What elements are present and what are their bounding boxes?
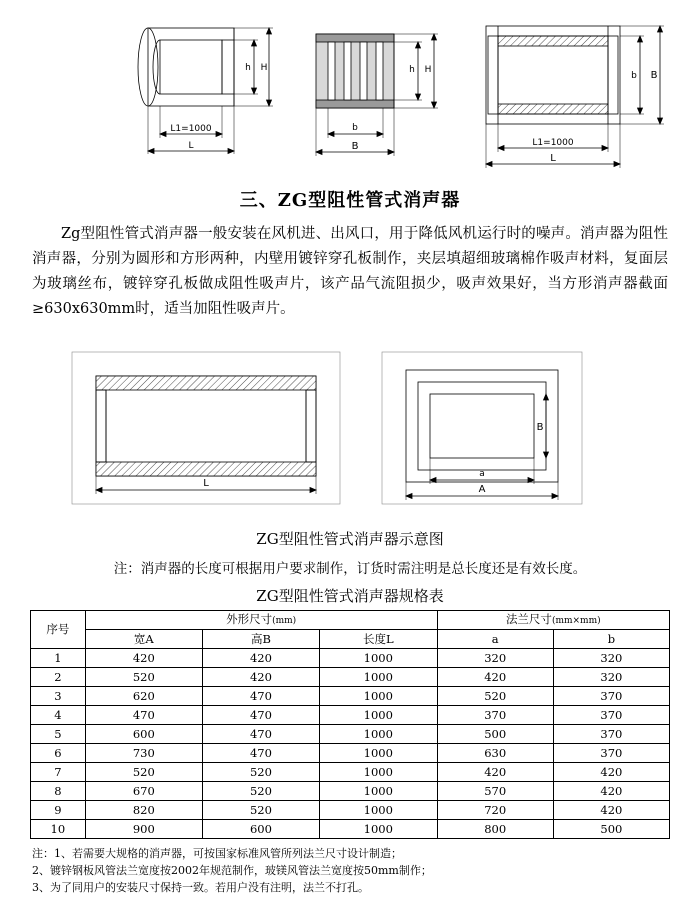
subheader-length-l: 长度L: [320, 629, 438, 648]
table-cell: 320: [553, 648, 669, 667]
table-cell: 820: [85, 800, 202, 819]
footnote-3: 3、为了同用户的安装尺寸保持一致。若用户没有注明，法兰不打孔。: [32, 880, 369, 894]
section-paragraph: Zg型阻性管式消声器一般安装在风机进、出风口，用于降低风机运行时的噪声。消声器为阻性消声器，分别为圆形和方形两种，内壁用镀锌穿孔板制作，夹层填超细玻璃棉作吸声材料，复面层为玻璃丝布，镀锌穿孔板做成阻性吸声片，该产品气流阻损少，吸声效果好，当方形消声器截面≥630x630mm时，适当加阻性吸声片。: [32, 226, 668, 317]
header-outer-label: 外形尺寸: [226, 611, 273, 626]
label-inner-a: a: [479, 468, 485, 479]
table-row: [31, 819, 670, 838]
label-dim-l1-fig3: L1=1000: [532, 138, 574, 148]
subheader-flange-a: a: [437, 629, 553, 648]
subheader-height-b: 高B: [202, 629, 319, 648]
subheader-width-a: 宽A: [85, 629, 202, 648]
figure-caption: ZG型阻性管式消声器示意图: [256, 529, 444, 548]
table-cell: 1000: [320, 800, 438, 819]
table-cell: 670: [85, 781, 202, 800]
label-dim-H-fig2: H: [424, 65, 432, 75]
table-cell: 600: [202, 819, 319, 838]
table-cell: 10: [31, 819, 86, 838]
table-cell: 520: [85, 762, 202, 781]
table-cell: 520: [202, 781, 319, 800]
table-cell: 1000: [320, 686, 438, 705]
subheader-flange-b: b: [553, 629, 669, 648]
table-cell: 470: [202, 724, 319, 743]
section-title: 三、ZG型阻性管式消声器: [239, 190, 461, 211]
footnotes: [28, 845, 672, 896]
table-cell: 3: [31, 686, 86, 705]
figure-round-silencer: [118, 6, 288, 178]
table-cell: 370: [553, 686, 669, 705]
table-row: [31, 762, 670, 781]
table-cell: 630: [437, 743, 553, 762]
label-length-l: L: [203, 477, 209, 489]
table-cell: 500: [437, 724, 553, 743]
table-cell: 370: [553, 724, 669, 743]
table-cell: 420: [553, 800, 669, 819]
table-cell: 800: [437, 819, 553, 838]
table-cell: 2: [31, 667, 86, 686]
top-figure-row: [28, 6, 672, 178]
table-row: [31, 800, 670, 819]
table-header-sub-row: [31, 629, 670, 648]
table-header-group-row: [31, 610, 670, 629]
table-cell: 1000: [320, 762, 438, 781]
table-cell: 420: [553, 781, 669, 800]
table-cell: 470: [85, 705, 202, 724]
header-outer-dims: [85, 610, 437, 629]
table-cell: 1000: [320, 743, 438, 762]
table-cell: 370: [553, 705, 669, 724]
table-cell: 1000: [320, 781, 438, 800]
label-dim-b-fig2: b: [352, 123, 358, 133]
table-row: [31, 743, 670, 762]
table-cell: 370: [437, 705, 553, 724]
table-cell: 9: [31, 800, 86, 819]
table-row: [31, 686, 670, 705]
table-cell: 730: [85, 743, 202, 762]
table-cell: 620: [85, 686, 202, 705]
table-body: [31, 648, 670, 838]
table-cell: 1000: [320, 667, 438, 686]
header-flange-dims: [437, 610, 669, 629]
footnote-1: 注：1、若需要大规格的消声器，可按国家标准风管所列法兰尺寸设计制造；: [32, 846, 402, 860]
spec-table: [30, 610, 670, 839]
table-cell: 420: [553, 762, 669, 781]
table-cell: 320: [437, 648, 553, 667]
table-cell: 320: [553, 667, 669, 686]
table-cell: 420: [85, 648, 202, 667]
table-cell: 470: [202, 743, 319, 762]
table-cell: 470: [202, 686, 319, 705]
table-cell: 8: [31, 781, 86, 800]
header-index: 序号: [31, 610, 86, 648]
header-flange-unit: (mm×mm): [551, 615, 601, 626]
label-dim-h-fig1: h: [245, 63, 251, 73]
table-cell: 6: [31, 743, 86, 762]
table-cell: 900: [85, 819, 202, 838]
table-cell: 520: [437, 686, 553, 705]
table-cell: 520: [85, 667, 202, 686]
label-dim-B-fig3: B: [650, 70, 658, 81]
label-dim-H-fig1: H: [260, 63, 268, 73]
label-dim-h-fig2: h: [409, 65, 415, 75]
figure-zg-schematic: [28, 334, 672, 524]
label-dim-b-fig3: b: [631, 71, 637, 81]
table-cell: 570: [437, 781, 553, 800]
table-cell: 1000: [320, 724, 438, 743]
table-cell: 7: [31, 762, 86, 781]
table-cell: 720: [437, 800, 553, 819]
table-cell: 420: [202, 648, 319, 667]
table-cell: 1000: [320, 648, 438, 667]
table-cell: 600: [85, 724, 202, 743]
footnote-2: 2、镀锌钢板风管法兰宽度按2002年规范制作，玻镁风管法兰宽度按50mm制作；: [32, 863, 432, 877]
figure-rect-silencer: [458, 6, 678, 178]
table-cell: 370: [553, 743, 669, 762]
table-row: [31, 781, 670, 800]
table-cell: 420: [202, 667, 319, 686]
label-inner-B: B: [536, 421, 544, 433]
label-outer-A: A: [478, 483, 486, 495]
table-title: ZG型阻性管式消声器规格表: [256, 586, 444, 605]
table-cell: 420: [437, 762, 553, 781]
label-dim-l-fig3: L: [550, 153, 556, 164]
label-dim-l1-fig1: L1=1000: [170, 124, 212, 134]
header-outer-unit: (mm): [272, 615, 297, 626]
label-dim-B-fig2: B: [351, 141, 359, 152]
header-flange-label: 法兰尺寸: [505, 611, 552, 626]
table-cell: 1000: [320, 705, 438, 724]
table-cell: 5: [31, 724, 86, 743]
table-cell: 520: [202, 762, 319, 781]
table-row: [31, 648, 670, 667]
figure-splitter-silencer: [300, 6, 450, 178]
table-cell: 4: [31, 705, 86, 724]
table-row: [31, 667, 670, 686]
table-cell: 520: [202, 800, 319, 819]
table-cell: 500: [553, 819, 669, 838]
table-cell: 1000: [320, 819, 438, 838]
table-row: [31, 724, 670, 743]
document-page: [0, 6, 700, 897]
table-cell: 420: [437, 667, 553, 686]
table-cell: 470: [202, 705, 319, 724]
figure-note: 注：消声器的长度可根据用户要求制作，订货时需注明是总长度还是有效长度。: [113, 560, 587, 577]
table-cell: 1: [31, 648, 86, 667]
label-dim-l-fig1: L: [188, 141, 194, 151]
table-row: [31, 705, 670, 724]
